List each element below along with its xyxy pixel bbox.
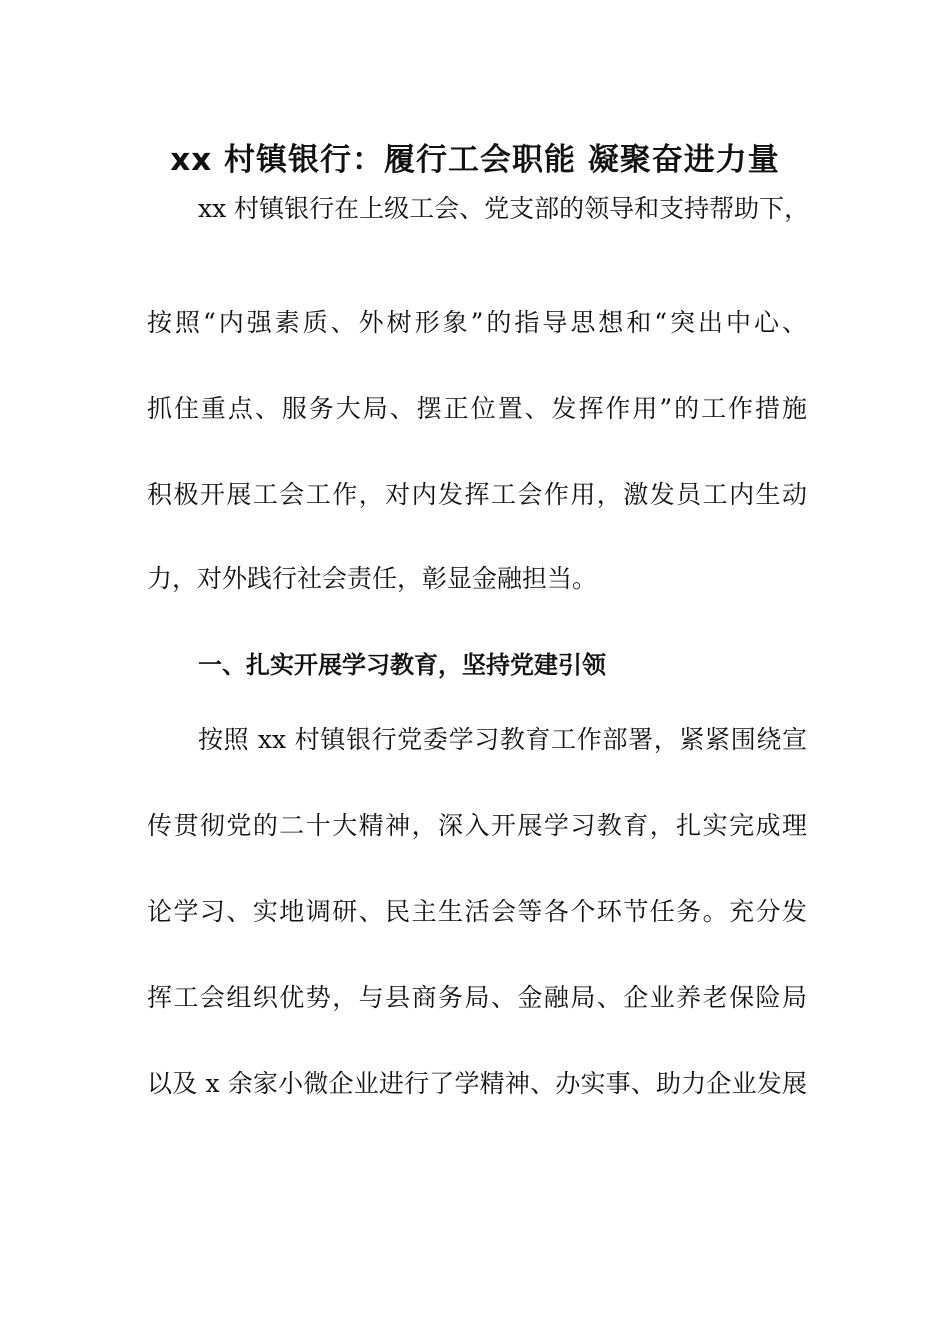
section-1-line-2: 传贯彻党的二十大精神，深入开展学习教育，扎实完成理	[147, 811, 807, 840]
section-1-line-4: 挥工会组织优势，与县商务局、金融局、企业养老保险局	[147, 983, 807, 1012]
intro-line-5: 力，对外践行社会责任，彰显金融担当。	[147, 564, 598, 593]
section-1-line-1: 按照 xx 村镇银行党委学习教育工作部署，紧紧围绕宣	[198, 725, 807, 754]
intro-line-4: 积极开展工会工作，对内发挥工会作用，激发员工内生动	[147, 480, 807, 509]
document-title: xx 村镇银行：履行工会职能 凝聚奋进力量	[170, 142, 780, 178]
intro-line-2: 按照“内强素质、外树形象”的指导思想和“突出中心、	[147, 308, 807, 337]
intro-line-3: 抓住重点、服务大局、摆正位置、发挥作用”的工作措施	[147, 394, 807, 423]
intro-line-1: xx 村镇银行在上级工会、党支部的领导和支持帮助下，	[198, 194, 810, 223]
section-1-heading: 一、扎实开展学习教育，坚持党建引领	[198, 651, 606, 679]
section-1-line-5: 以及 x 余家小微企业进行了学精神、办实事、助力企业发展	[147, 1069, 807, 1098]
section-1-line-3: 论学习、实地调研、民主生活会等各个环节任务。充分发	[147, 897, 807, 926]
